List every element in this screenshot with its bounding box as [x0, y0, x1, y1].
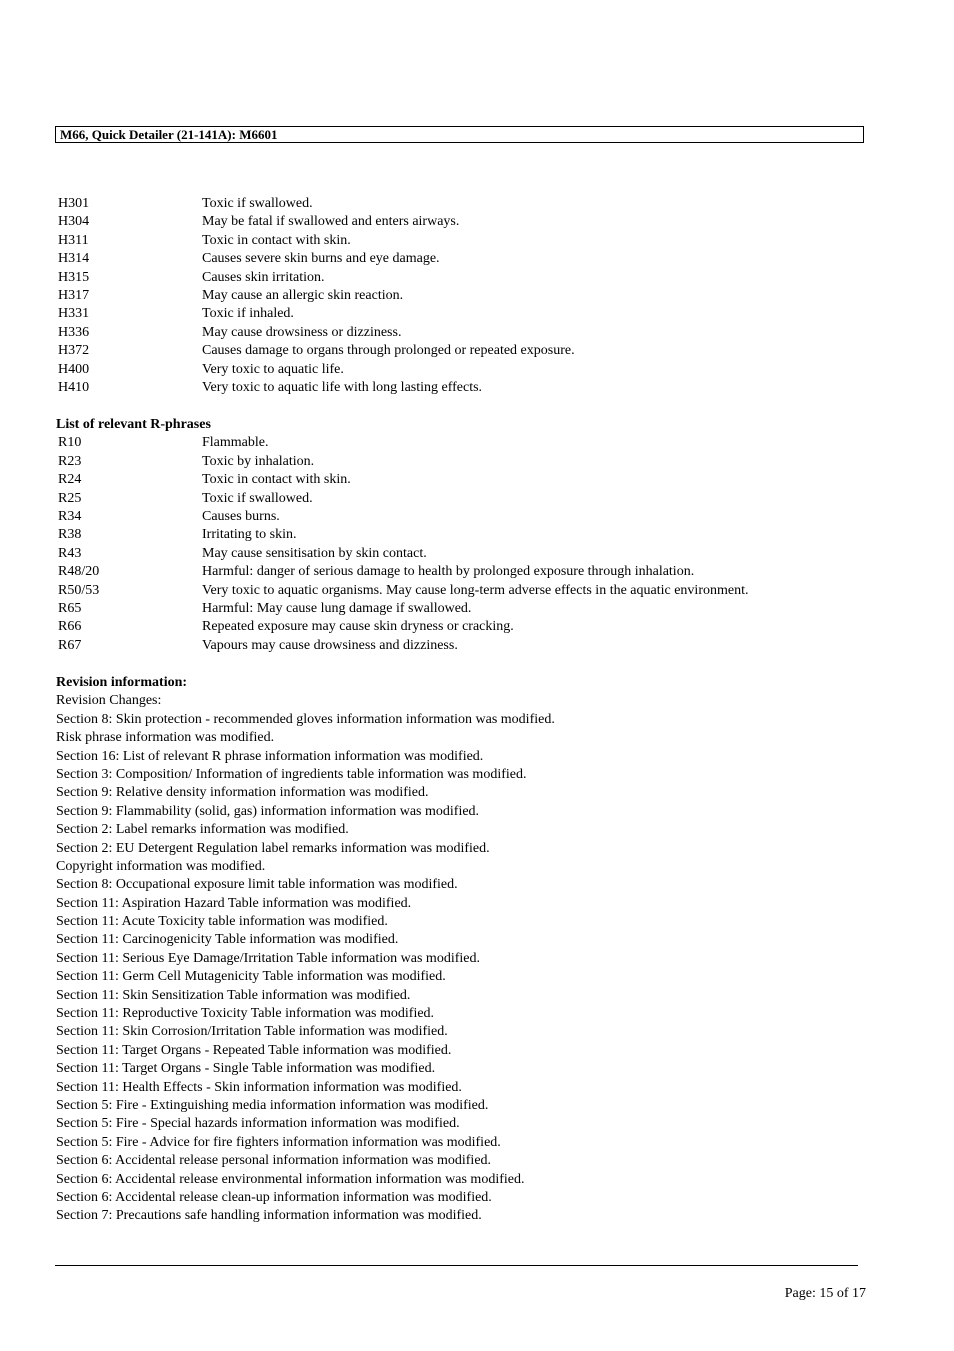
r-code: R25: [58, 490, 82, 506]
r-code: R34: [58, 508, 82, 524]
h-text: Toxic if inhaled.: [202, 306, 294, 322]
h-statement-row: [56, 213, 856, 231]
revision-subheading: Revision Changes:: [56, 693, 162, 709]
h-text: May cause drowsiness or dizziness.: [202, 324, 402, 340]
revision-line: Section 11: Germ Cell Mutagenicity Table information was modified.: [56, 969, 446, 985]
r-text: Flammable.: [202, 435, 269, 451]
revision-line: Section 3: Composition/ Information of ingredients table information was modified.: [56, 766, 527, 782]
h-text: May cause an allergic skin reaction.: [202, 287, 404, 303]
h-code: H314: [58, 251, 90, 267]
revision-line: Section 11: Carcinogenicity Table information was modified.: [56, 932, 399, 948]
r-text: Toxic by inhalation.: [202, 453, 315, 469]
h-statement-row: [56, 361, 856, 379]
revision-line: Section 2: EU Detergent Regulation label remarks information was modified.: [56, 840, 490, 856]
r-code: R23: [58, 453, 82, 469]
document-header: [55, 126, 864, 143]
h-statement-row: [56, 324, 856, 342]
revision-line: Section 9: Relative density information information was modified.: [56, 785, 429, 801]
r-phrases-section: [56, 416, 856, 655]
r-code: R50/53: [58, 582, 100, 598]
r-text: Harmful: danger of serious damage to health by prolonged exposure through inhalation.: [202, 564, 695, 580]
r-text: Toxic in contact with skin.: [202, 472, 351, 488]
h-statement-row: [56, 232, 856, 250]
revision-line: Section 11: Aspiration Hazard Table information was modified.: [56, 895, 412, 911]
revision-line: Section 11: Health Effects - Skin information information was modified.: [56, 1079, 462, 1095]
r-code: R65: [58, 600, 82, 616]
r-phrase-row: [56, 453, 856, 471]
revision-line: Section 5: Fire - Extinguishing media information information was modified.: [56, 1097, 489, 1113]
r-phrase-row: [56, 637, 856, 655]
revision-section: [56, 674, 856, 1226]
r-phrase-row: [56, 563, 856, 581]
r-code: R67: [58, 637, 82, 653]
r-phrase-row: [56, 471, 856, 489]
h-statement-row: [56, 379, 856, 397]
h-text: Toxic in contact with skin.: [202, 232, 351, 248]
h-code: H331: [58, 306, 90, 322]
revision-line: Section 6: Accidental release personal information information was modified.: [56, 1153, 492, 1169]
revision-line: Section 16: List of relevant R phrase information information was modified.: [56, 748, 484, 764]
h-code: H372: [58, 343, 90, 359]
h-statement-row: [56, 342, 856, 360]
footer-divider: [55, 1265, 858, 1266]
h-statement-row: [56, 305, 856, 323]
h-statement-row: [56, 250, 856, 268]
document-title: M66, Quick Detailer (21-141A): M6601: [60, 127, 278, 142]
r-phrase-row: [56, 490, 856, 508]
h-text: Very toxic to aquatic life.: [202, 361, 344, 377]
r-phrase-row: [56, 618, 856, 636]
revision-line: Section 11: Target Organs - Repeated Table information was modified.: [56, 1042, 452, 1058]
h-statement-row: [56, 269, 856, 287]
h-text: Very toxic to aquatic life with long lasting effects.: [202, 379, 483, 395]
r-text: Toxic if swallowed.: [202, 490, 313, 506]
r-phrase-row: [56, 526, 856, 544]
revision-line: Section 11: Target Organs - Single Table information was modified.: [56, 1061, 436, 1077]
r-phrase-row: [56, 600, 856, 618]
h-code: H301: [58, 196, 90, 211]
r-code: R43: [58, 545, 82, 561]
revision-line: Section 8: Occupational exposure limit table information was modified.: [56, 877, 458, 893]
r-code: R48/20: [58, 564, 100, 580]
r-text: Irritating to skin.: [202, 527, 297, 543]
h-code: H410: [58, 379, 90, 395]
revision-line: Section 9: Flammability (solid, gas) information information was modified.: [56, 803, 480, 819]
r-text: Repeated exposure may cause skin dryness or cracking.: [202, 619, 514, 635]
revision-heading: Revision information:: [56, 675, 188, 690]
revision-line: Section 5: Fire - Advice for fire fighters information information was modified.: [56, 1134, 501, 1150]
r-text: Very toxic to aquatic organisms. May cause long-term adverse effects in the aquatic environment.: [202, 582, 749, 598]
h-statement-row: [56, 287, 856, 305]
h-code: H317: [58, 287, 90, 303]
r-text: Causes burns.: [202, 508, 280, 524]
revision-line: Section 8: Skin protection - recommended gloves information information was modified.: [56, 711, 555, 727]
r-text: Harmful: May cause lung damage if swallowed.: [202, 600, 472, 616]
h-code: H336: [58, 324, 90, 340]
h-code: H400: [58, 361, 90, 377]
h-code: H315: [58, 269, 90, 285]
revision-line: Section 6: Accidental release environmental information information was modified.: [56, 1171, 525, 1187]
h-text: May be fatal if swallowed and enters airways.: [202, 214, 460, 230]
h-statements-list: [56, 195, 856, 397]
r-phrase-row: [56, 545, 856, 563]
r-text: Vapours may cause drowsiness and dizziness.: [202, 637, 458, 653]
revision-line: Copyright information was modified.: [56, 858, 266, 874]
revision-line: Section 11: Acute Toxicity table information was modified.: [56, 914, 388, 930]
r-code: R10: [58, 435, 82, 451]
r-phrase-row: [56, 508, 856, 526]
r-phrase-row: [56, 582, 856, 600]
page-number: Page: 15 of 17: [784, 1286, 866, 1301]
r-code: R24: [58, 472, 82, 488]
h-text: Causes skin irritation.: [202, 269, 325, 285]
h-code: H311: [58, 232, 89, 248]
h-text: Toxic if swallowed.: [202, 196, 313, 211]
revision-line: Section 6: Accidental release clean-up information information was modified.: [56, 1189, 492, 1205]
r-code: R66: [58, 619, 82, 635]
revision-line: Risk phrase information was modified.: [56, 730, 275, 746]
revision-line: Section 11: Skin Corrosion/Irritation Table information was modified.: [56, 1024, 448, 1040]
r-phrase-row: [56, 434, 856, 452]
revision-line: Section 7: Precautions safe handling information information was modified.: [56, 1208, 482, 1224]
r-code: R38: [58, 527, 82, 543]
revision-line: Section 5: Fire - Special hazards information information was modified.: [56, 1116, 460, 1132]
revision-line: Section 11: Skin Sensitization Table information was modified.: [56, 987, 411, 1003]
r-text: May cause sensitisation by skin contact.: [202, 545, 427, 561]
revision-line: Section 2: Label remarks information was modified.: [56, 822, 349, 838]
h-text: Causes severe skin burns and eye damage.: [202, 251, 440, 267]
h-code: H304: [58, 214, 90, 230]
revision-line: Section 11: Reproductive Toxicity Table information was modified.: [56, 1006, 435, 1022]
h-statement-row: [56, 195, 856, 213]
revision-line: Section 11: Serious Eye Damage/Irritation Table information was modified.: [56, 950, 480, 966]
r-phrases-heading: List of relevant R-phrases: [56, 417, 211, 432]
h-text: Causes damage to organs through prolonged or repeated exposure.: [202, 343, 575, 359]
